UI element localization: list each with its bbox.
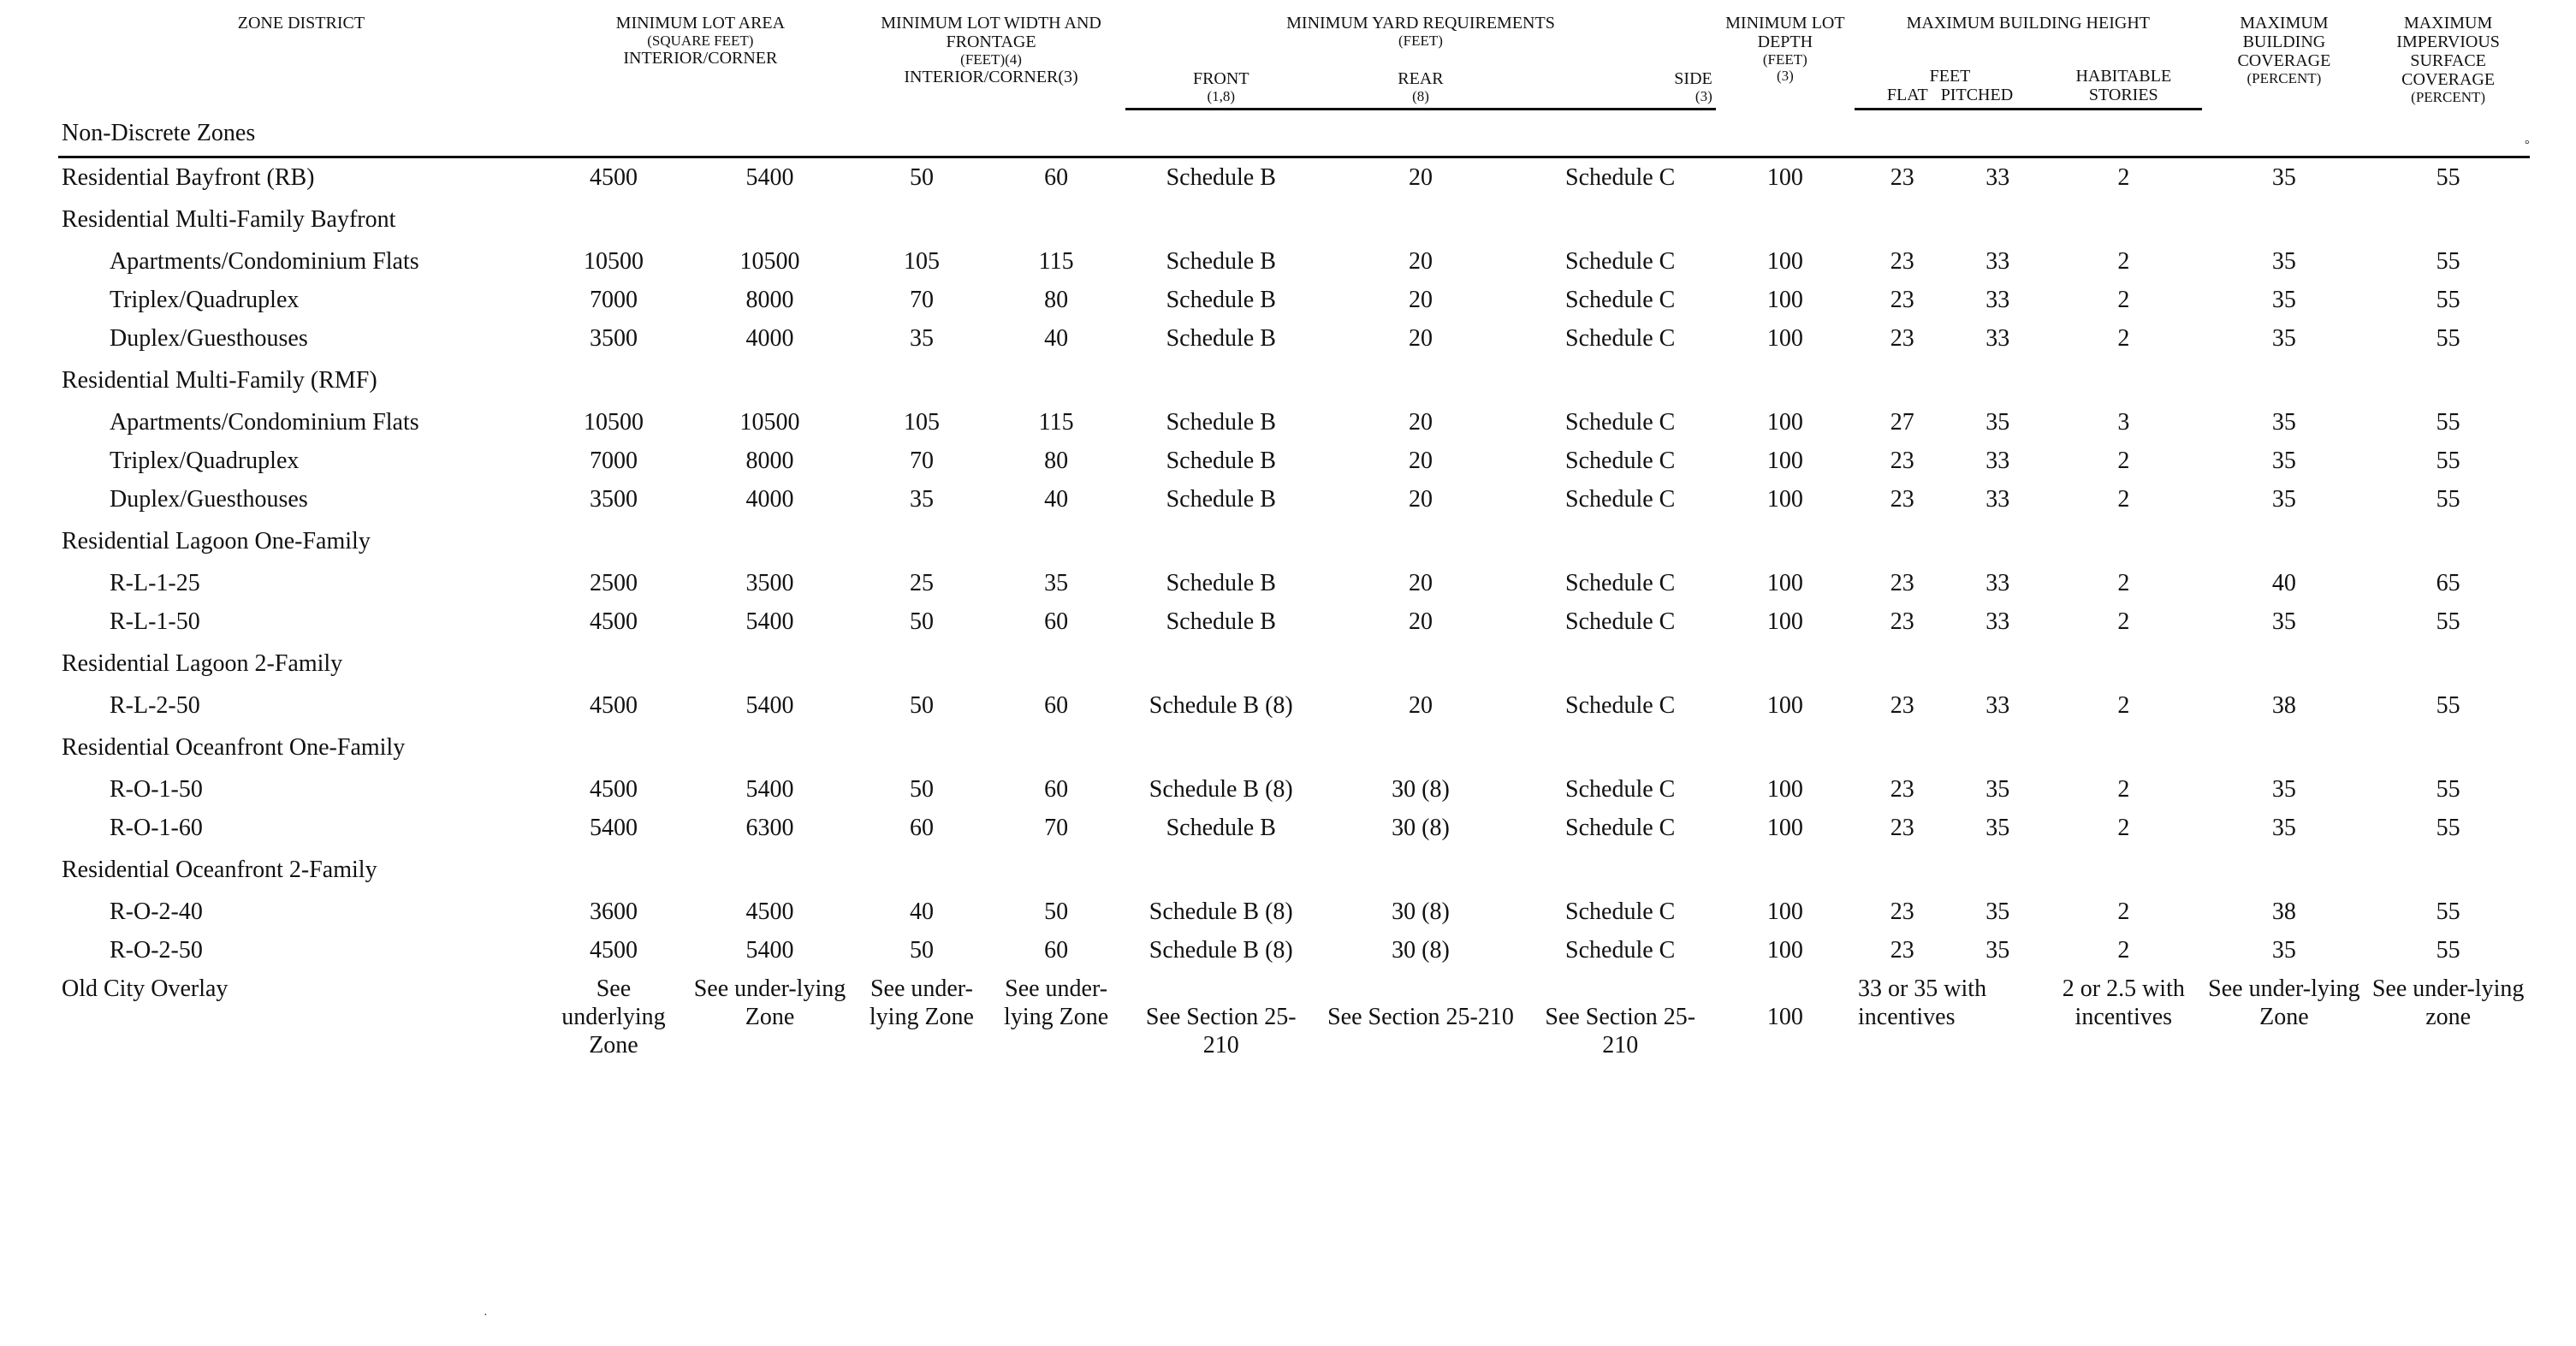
- height-flat: 23: [1890, 247, 1914, 275]
- width-corner: 115: [1038, 247, 1074, 275]
- yard-requirements-header: MINIMUM YARD REQUIREMENTS (FEET): [1286, 14, 1555, 49]
- side-yard: Schedule C: [1565, 936, 1676, 964]
- width-corner: 60: [1044, 691, 1069, 719]
- rear-yard: See Section 25-210: [1327, 1003, 1514, 1030]
- area-interior: 3500: [589, 324, 638, 352]
- area-corner: 8000: [745, 447, 794, 474]
- habitable-stories: 2: [2117, 163, 2130, 191]
- front-yard: Schedule B (8): [1149, 691, 1293, 719]
- lot-depth: 100: [1766, 447, 1803, 474]
- zone-name: R-O-1-50: [110, 775, 203, 803]
- section-row: [58, 641, 2530, 686]
- building-coverage: 35: [2271, 286, 2296, 313]
- front-yard: Schedule B (8): [1149, 936, 1293, 964]
- habitable-stories: 2 or 2.5 with incentives: [2062, 975, 2185, 1030]
- area-corner: 5400: [745, 936, 794, 964]
- height-pitched: 33: [1985, 286, 2010, 313]
- width-corner: 80: [1044, 447, 1069, 474]
- width-interior: 70: [909, 447, 934, 474]
- min-lot-width-header: MINIMUM LOT WIDTH AND FRONTAGE (FEET)(4) INTERIOR/CORNER(3): [881, 14, 1101, 86]
- side-yard: Schedule C: [1565, 408, 1676, 436]
- width-corner: 40: [1044, 485, 1069, 513]
- area-interior: 10500: [583, 408, 644, 436]
- height-pitched: 33: [1985, 324, 2010, 352]
- building-coverage: 35: [2271, 485, 2296, 513]
- width-corner: 60: [1044, 936, 1069, 964]
- width-corner: See under-lying Zone: [1004, 975, 1109, 1030]
- habitable-stories: 2: [2117, 814, 2130, 841]
- zone-name: Old City Overlay: [62, 975, 229, 1002]
- height-flat: 23: [1890, 447, 1914, 474]
- building-coverage: 40: [2271, 569, 2296, 596]
- max-height-header: MAXIMUM BUILDING HEIGHT: [1906, 14, 2150, 33]
- building-coverage: 38: [2271, 898, 2296, 925]
- width-corner: 60: [1044, 775, 1069, 803]
- zone-name: R-O-2-50: [110, 936, 203, 964]
- height-flat: 23: [1890, 936, 1914, 964]
- table-row: [58, 931, 2530, 969]
- zone-name: Triplex/Quadruplex: [110, 447, 300, 474]
- impervious-coverage: See under-lying zone: [2371, 975, 2525, 1030]
- height-flat: 23: [1890, 775, 1914, 803]
- table-row: [58, 892, 2530, 931]
- impervious-coverage: 55: [2436, 447, 2460, 474]
- building-coverage: 35: [2271, 814, 2296, 841]
- rear-yard: 30 (8): [1392, 936, 1450, 964]
- area-corner: 4500: [745, 898, 794, 925]
- side-yard: Schedule C: [1565, 898, 1676, 925]
- width-corner: 50: [1044, 898, 1069, 925]
- table-row: [58, 809, 2530, 847]
- zone-name: R-L-1-25: [110, 569, 200, 596]
- table-row: [58, 442, 2530, 480]
- height-pitched: 33: [1985, 485, 2010, 513]
- habitable-stories: 2: [2117, 608, 2130, 635]
- side-yard: Schedule C: [1565, 608, 1676, 635]
- lot-depth: 100: [1766, 163, 1803, 191]
- height-flat: 23: [1890, 324, 1914, 352]
- impervious-coverage: 55: [2436, 814, 2460, 841]
- width-interior: 50: [909, 691, 934, 719]
- area-interior: 3600: [589, 898, 638, 925]
- front-yard: Schedule B: [1166, 608, 1276, 635]
- min-lot-depth-header: MINIMUM LOT DEPTH (FEET) (3): [1725, 14, 1845, 84]
- lot-depth: 100: [1766, 814, 1803, 841]
- area-corner: 6300: [745, 814, 794, 841]
- zone-name: R-L-1-50: [110, 608, 200, 635]
- section-title: Residential Oceanfront 2-Family: [62, 856, 377, 883]
- zone-district-header: ZONE DISTRICT: [237, 14, 365, 33]
- side-yard: See Section 25-210: [1545, 1003, 1696, 1058]
- section-title: Residential Multi-Family Bayfront: [62, 205, 396, 233]
- building-coverage: 35: [2271, 163, 2296, 191]
- height-flat: 23: [1890, 569, 1914, 596]
- width-interior: 50: [909, 163, 934, 191]
- area-corner: 8000: [745, 286, 794, 313]
- section-row: [58, 109, 2530, 157]
- section-row: [58, 725, 2530, 770]
- rear-header: REAR (8): [1316, 58, 1524, 109]
- area-corner: 5400: [745, 775, 794, 803]
- zone-name: Apartments/Condominium Flats: [110, 247, 419, 275]
- width-corner: 80: [1044, 286, 1069, 313]
- building-coverage: 35: [2271, 408, 2296, 436]
- table-row: [58, 242, 2530, 281]
- overlay-row: [58, 969, 2530, 1075]
- section-row: [58, 197, 2530, 242]
- section-title: Residential Lagoon 2-Family: [62, 649, 343, 677]
- side-yard: Schedule C: [1565, 691, 1676, 719]
- building-coverage: 35: [2271, 936, 2296, 964]
- width-interior: 105: [903, 408, 940, 436]
- side-yard: Schedule C: [1565, 447, 1676, 474]
- height-pitched: 33: [1985, 569, 2010, 596]
- section-title: Residential Lagoon One-Family: [62, 527, 371, 554]
- front-yard: Schedule B: [1166, 569, 1276, 596]
- building-coverage: 35: [2271, 324, 2296, 352]
- table-row: [58, 319, 2530, 358]
- impervious-coverage: 55: [2436, 247, 2460, 275]
- front-yard: Schedule B: [1166, 447, 1276, 474]
- width-interior: 50: [909, 608, 934, 635]
- side-yard: Schedule C: [1565, 163, 1676, 191]
- zone-name: Duplex/Guesthouses: [110, 324, 308, 352]
- table-body: [58, 109, 2530, 969]
- lot-depth: 100: [1766, 1003, 1803, 1030]
- rear-yard: 20: [1408, 485, 1433, 513]
- width-interior: 50: [909, 775, 934, 803]
- area-interior: 4500: [589, 163, 638, 191]
- rear-yard: 20: [1408, 247, 1433, 275]
- impervious-coverage: 55: [2436, 485, 2460, 513]
- rear-yard: 20: [1408, 408, 1433, 436]
- height-pitched: 35: [1985, 936, 2010, 964]
- area-interior: 4500: [589, 691, 638, 719]
- front-yard: Schedule B (8): [1149, 775, 1293, 803]
- building-coverage: 35: [2271, 608, 2296, 635]
- area-interior: 2500: [589, 569, 638, 596]
- stories-header: HABITABLE STORIES: [2045, 58, 2202, 109]
- height-pitched: 35: [1985, 775, 2010, 803]
- front-yard: See Section 25-210: [1145, 1003, 1297, 1058]
- habitable-stories: 3: [2117, 408, 2130, 436]
- habitable-stories: 2: [2117, 936, 2130, 964]
- area-corner: 3500: [745, 569, 794, 596]
- area-interior: 10500: [583, 247, 644, 275]
- scan-artifact-dot: ·: [484, 1309, 488, 1322]
- side-header: SIDE (3): [1525, 58, 1716, 109]
- area-interior: 5400: [589, 814, 638, 841]
- area-corner: 10500: [739, 247, 800, 275]
- side-yard: Schedule C: [1565, 286, 1676, 313]
- side-yard: Schedule C: [1565, 569, 1676, 596]
- width-interior: 50: [909, 936, 934, 964]
- area-interior: 3500: [589, 485, 638, 513]
- side-yard: Schedule C: [1565, 324, 1676, 352]
- section-row: [58, 519, 2530, 564]
- lot-depth: 100: [1766, 898, 1803, 925]
- header-row-top: [58, 12, 2530, 58]
- table-row: [58, 281, 2530, 319]
- height-pitched: 35: [1985, 408, 2010, 436]
- front-yard: Schedule B: [1166, 247, 1276, 275]
- width-corner: 115: [1038, 408, 1074, 436]
- height-flat: 27: [1890, 408, 1914, 436]
- habitable-stories: 2: [2117, 569, 2130, 596]
- lot-depth: 100: [1766, 286, 1803, 313]
- width-interior: 25: [909, 569, 934, 596]
- zone-name: Duplex/Guesthouses: [110, 485, 308, 513]
- impervious-coverage: 55: [2436, 408, 2460, 436]
- lot-depth: 100: [1766, 608, 1803, 635]
- building-height: 33 or 35 with incentives: [1857, 975, 1987, 1030]
- max-impervious-header: MAXIMUM IMPERVIOUS SURFACE COVERAGE (PERCENT): [2396, 14, 2500, 105]
- overlay-body: [58, 969, 2530, 1075]
- height-flat: 23: [1890, 163, 1914, 191]
- width-corner: 60: [1044, 163, 1069, 191]
- width-interior: 60: [909, 814, 934, 841]
- building-coverage: 35: [2271, 775, 2296, 803]
- table-row: [58, 564, 2530, 602]
- lot-depth: 100: [1766, 936, 1803, 964]
- area-corner: 5400: [745, 608, 794, 635]
- width-interior: See under-lying Zone: [869, 975, 974, 1030]
- area-corner: 5400: [745, 163, 794, 191]
- lot-depth: 100: [1766, 691, 1803, 719]
- width-corner: 40: [1044, 324, 1069, 352]
- area-interior: 4500: [589, 608, 638, 635]
- habitable-stories: 2: [2117, 286, 2130, 313]
- impervious-coverage: 55: [2436, 775, 2460, 803]
- zone-name: Triplex/Quadruplex: [110, 286, 300, 313]
- height-flat: 23: [1890, 485, 1914, 513]
- impervious-coverage: 55: [2436, 163, 2460, 191]
- area-interior: 7000: [589, 286, 638, 313]
- lot-depth: 100: [1766, 485, 1803, 513]
- height-flat: 23: [1890, 898, 1914, 925]
- width-interior: 40: [909, 898, 934, 925]
- side-yard: Schedule C: [1565, 814, 1676, 841]
- zone-name: Residential Bayfront (RB): [62, 163, 315, 191]
- front-yard: Schedule B: [1166, 485, 1276, 513]
- lot-depth: 100: [1766, 408, 1803, 436]
- section-row: [58, 358, 2530, 403]
- habitable-stories: 2: [2117, 324, 2130, 352]
- impervious-coverage: 55: [2436, 608, 2460, 635]
- rear-yard: 20: [1408, 691, 1433, 719]
- area-interior: 7000: [589, 447, 638, 474]
- section-title: Residential Multi-Family (RMF): [62, 366, 377, 394]
- max-coverage-header: MAXIMUM BUILDING COVERAGE (PERCENT): [2237, 14, 2331, 86]
- height-flat: 23: [1890, 286, 1914, 313]
- width-interior: 105: [903, 247, 940, 275]
- area-interior: See underlying Zone: [561, 975, 666, 1058]
- height-flat: 23: [1890, 814, 1914, 841]
- area-corner: 10500: [739, 408, 800, 436]
- table-row: [58, 686, 2530, 725]
- section-title: Non-Discrete Zones: [58, 109, 2530, 157]
- side-yard: Schedule C: [1565, 247, 1676, 275]
- building-coverage: 35: [2271, 447, 2296, 474]
- impervious-coverage: 65: [2436, 569, 2460, 596]
- habitable-stories: 2: [2117, 691, 2130, 719]
- impervious-coverage: 55: [2436, 898, 2460, 925]
- habitable-stories: 2: [2117, 898, 2130, 925]
- lot-depth: 100: [1766, 569, 1803, 596]
- rear-yard: 20: [1408, 608, 1433, 635]
- table-row: [58, 157, 2530, 197]
- building-coverage: 35: [2271, 247, 2296, 275]
- width-interior: 70: [909, 286, 934, 313]
- front-yard: Schedule B: [1166, 814, 1276, 841]
- lot-depth: 100: [1766, 324, 1803, 352]
- rear-yard: 20: [1408, 569, 1433, 596]
- building-coverage: 38: [2271, 691, 2296, 719]
- height-pitched: 33: [1985, 447, 2010, 474]
- height-pitched: 33: [1985, 608, 2010, 635]
- scan-artifact-mark: °: [2525, 139, 2530, 151]
- width-corner: 70: [1044, 814, 1069, 841]
- lot-depth: 100: [1766, 247, 1803, 275]
- section-title: Residential Oceanfront One-Family: [62, 733, 406, 761]
- area-corner: 4000: [745, 324, 794, 352]
- section-row: [58, 847, 2530, 892]
- rear-yard: 30 (8): [1392, 898, 1450, 925]
- zone-name: Apartments/Condominium Flats: [110, 408, 419, 436]
- impervious-coverage: 55: [2436, 286, 2460, 313]
- zoning-requirements-table: [58, 12, 2530, 1075]
- table-row: [58, 403, 2530, 442]
- min-lot-area-header: MINIMUM LOT AREA (SQUARE FEET) INTERIOR/CORNER: [615, 14, 786, 68]
- area-interior: 4500: [589, 936, 638, 964]
- area-corner: 4000: [745, 485, 794, 513]
- front-yard: Schedule B: [1166, 286, 1276, 313]
- zone-name: R-O-2-40: [110, 898, 203, 925]
- height-flat: 23: [1890, 691, 1914, 719]
- impervious-coverage: 55: [2436, 324, 2460, 352]
- width-interior: 35: [909, 324, 934, 352]
- front-yard: Schedule B (8): [1149, 898, 1293, 925]
- zone-name: R-L-2-50: [110, 691, 200, 719]
- rear-yard: 20: [1408, 447, 1433, 474]
- impervious-coverage: 55: [2436, 691, 2460, 719]
- rear-yard: 30 (8): [1392, 814, 1450, 841]
- lot-depth: 100: [1766, 775, 1803, 803]
- width-corner: 60: [1044, 608, 1069, 635]
- rear-yard: 20: [1408, 286, 1433, 313]
- habitable-stories: 2: [2117, 775, 2130, 803]
- height-pitched: 35: [1985, 814, 2010, 841]
- area-corner: See under-lying Zone: [693, 975, 846, 1030]
- area-interior: 4500: [589, 775, 638, 803]
- front-yard: Schedule B: [1166, 324, 1276, 352]
- height-pitched: 33: [1985, 163, 2010, 191]
- zone-name: R-O-1-60: [110, 814, 203, 841]
- rear-yard: 20: [1408, 324, 1433, 352]
- building-coverage: See under-lying Zone: [2208, 975, 2360, 1030]
- habitable-stories: 2: [2117, 485, 2130, 513]
- habitable-stories: 2: [2117, 247, 2130, 275]
- front-yard: Schedule B: [1166, 163, 1276, 191]
- rear-yard: 30 (8): [1392, 775, 1450, 803]
- height-pitched: 35: [1985, 898, 2010, 925]
- rear-yard: 20: [1408, 163, 1433, 191]
- side-yard: Schedule C: [1565, 775, 1676, 803]
- feet-header: FEET FLAT PITCHED: [1855, 58, 2045, 109]
- front-header: FRONT (1,8): [1125, 58, 1316, 109]
- height-flat: 23: [1890, 608, 1914, 635]
- table-row: [58, 602, 2530, 641]
- table-row: [58, 770, 2530, 809]
- impervious-coverage: 55: [2436, 936, 2460, 964]
- area-corner: 5400: [745, 691, 794, 719]
- front-yard: Schedule B: [1166, 408, 1276, 436]
- table-row: [58, 480, 2530, 519]
- width-interior: 35: [909, 485, 934, 513]
- width-corner: 35: [1044, 569, 1069, 596]
- height-pitched: 33: [1985, 691, 2010, 719]
- side-yard: Schedule C: [1565, 485, 1676, 513]
- height-pitched: 33: [1985, 247, 2010, 275]
- habitable-stories: 2: [2117, 447, 2130, 474]
